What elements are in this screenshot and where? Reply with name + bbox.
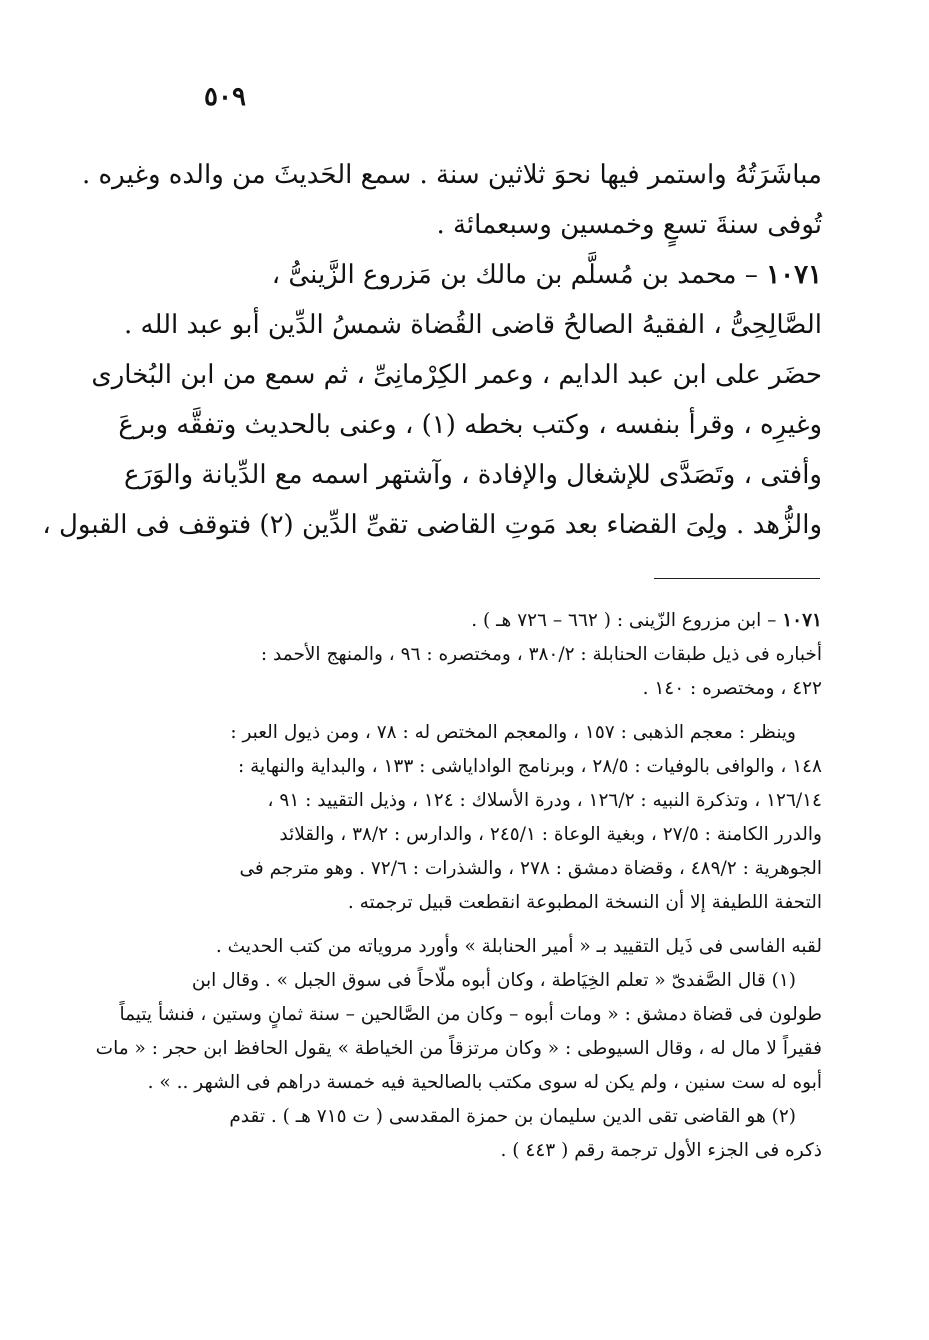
footnote-line: والدرر الكامنة : ٢٧/٥ ، وبغية الوعاة : ٢٤٥/١ ، والدارس : ٣٨/٢ ، والقلائد	[279, 824, 822, 845]
main-line: وأفتى ، وتَصَدَّى للإشغال والإفادة ، وآشتهر اسمه مع الدِّيانة والوَرَع	[123, 460, 822, 490]
entry-number: ١٠٧١	[766, 260, 822, 290]
spacer	[150, 706, 822, 716]
footnote-line: التحفة اللطيفة إلا أن النسخة المطبوعة انقطعت قبيل ترجمته .	[347, 892, 822, 913]
spacer	[150, 920, 822, 930]
footnote-entry-text: – ابن مزروع الزّينى : ( ٦٦٢ – ٧٢٦ هـ ) .	[471, 610, 783, 631]
footnote-line: وينظر : معجم الذهبى : ١٥٧ ، والمعجم المختص له : ٧٨ ، ومن ذيول العبر :	[230, 722, 796, 743]
footnote-entry-number: ١٠٧١	[782, 610, 822, 631]
page-number: ٥٠٩	[204, 82, 246, 112]
footnote-line: الجوهرية : ٤٨٩/٢ ، وقضاة دمشق : ٢٧٨ ، والشذرات : ٧٢/٦ . وهو مترجم فى	[239, 858, 822, 879]
footnote-line	[150, 604, 822, 638]
footnote-line: ذكره فى الجزء الأول ترجمة رقم ( ٤٤٣ ) .	[500, 1140, 822, 1161]
main-line: الصَّالِحِىُّ ، الفقيهُ الصالحُ قاضى القُضاة شمسُ الدِّين أبو عبد الله .	[124, 310, 822, 340]
entry-heading-line	[150, 250, 822, 300]
main-line: وغيرِه ، وقرأ بنفسه ، وكتب بخطه (١) ، وعنى بالحديث وتفقَّه وبرعَ	[118, 410, 822, 440]
footnote-line: ٤٢٢ ، ومختصره : ١٤٠ .	[642, 678, 822, 699]
main-line: والزُّهد . ولِىَ القضاء بعد مَوتِ القاضى تقىِّ الدِّين (٢) فتوقف فى القبول ،	[42, 510, 822, 540]
footnote-line: ١٤٨ ، والوافى بالوفيات : ٢٨/٥ ، وبرنامج الواداياشى : ١٣٣ ، والبداية والنهاية :	[238, 756, 822, 777]
footnote-line: طولون فى قضاة دمشق : « ومات أبوه – وكان من الصَّالحين – سنة ثمانٍ وستين ، فنشأ يتيماً	[119, 1004, 822, 1025]
entry-heading-text: – محمد بن مُسلَّم بن مالك بن مَزروع الزَّينىُّ ،	[271, 260, 767, 290]
main-line: مباشَرَتُهُ واستمر فيها نحوَ ثلاثين سنة . سمع الحَديثَ من والده وغيره .	[82, 160, 822, 190]
footnote-line: أبوه له ست سنين ، ولم يكن له سوى مكتب بالصالحية فيه خمسة دراهم فى الشهر .. » .	[147, 1072, 822, 1093]
footnote-separator	[654, 578, 820, 579]
footnote-line: (٢) هو القاضى تقى الدين سليمان بن حمزة المقدسى ( ت ٧١٥ هـ ) . تقدم	[229, 1106, 796, 1127]
main-line: حضَر على ابن عبد الدايم ، وعمر الكِرْمانِىِّ ، ثم سمع من ابن البُخارى	[91, 360, 822, 390]
footnote-line: أخباره فى ذيل طبقات الحنابلة : ٣٨٠/٢ ، ومختصره : ٩٦ ، والمنهج الأحمد :	[260, 644, 822, 665]
footnote-line: (١) قال الصَّفدىّ « تعلم الخِيَاطة ، وكان أبوه ملّاحاً فى سوق الجبل » . وقال ابن	[191, 970, 796, 991]
footnote-line: فقيراً لا مال له ، وقال السيوطى : « وكان مرتزقاً من الخياطة » يقول الحافظ ابن حجر : « مات	[95, 1038, 822, 1059]
footnote-line: لقبه الفاسى فى ذَيل التقييد بـ « أمير الحنابلة » وأورد مروياته من كتب الحديث .	[215, 936, 822, 957]
footnotes	[95, 604, 822, 1168]
main-line: تُوفى سنةَ تسعٍ وخمسين وسبعمائة .	[436, 210, 822, 240]
main-text	[42, 150, 822, 550]
footnote-line: ١٢٦/١٤ ، وتذكرة النبيه : ١٢٦/٢ ، ودرة الأسلاك : ١٢٤ ، وذيل التقييد : ٩١ ،	[267, 790, 822, 811]
